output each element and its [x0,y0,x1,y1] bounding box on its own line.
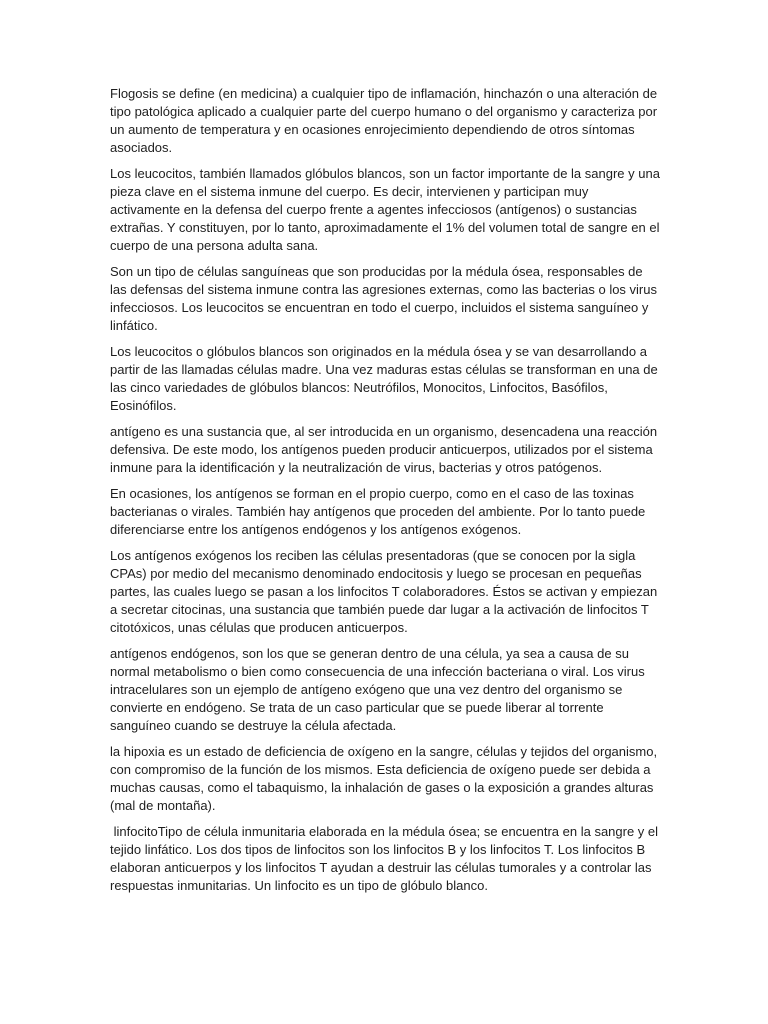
paragraph-antigenos-origen: En ocasiones, los antígenos se forman en el propio cuerpo, como en el caso de las toxinas bacterianas o virales. También hay antígenos que proceden del ambiente. Por lo tanto puede diferenciarse entre los antígenos endógenos y los antígenos exógenos. [110,486,646,537]
paragraph-leucocitos-definicion: Los leucocitos, también llamados glóbulos blancos, son un factor importante de la sangre y una pieza clave en el sistema inmune del cuerpo. Es decir, intervienen y participan muy activamente en la defensa del cuerpo frente a agentes infecciosos (antígenos) o sustancias extrañas. Y constituyen, por lo tanto, aproximadamente el 1% del volumen total de sangre en el cuerpo de una persona adulta sana. [110,166,660,253]
paragraph-antigenos-exogenos: Los antígenos exógenos los reciben las células presentadoras (que se conocen por la sigla CPAs) por medio del mecanismo denominado endocitosis y luego se procesan en pequeñas partes, las cuales luego se pasan a los linfocitos T colaboradores. Éstos se activan y empiezan a secretar citocinas, una sustancia que también puede dar lugar a la activación de linfocitos T citotóxicos, unas células que producen anticuerpos. [110,548,658,635]
paragraph-antigeno-definicion: antígeno es una sustancia que, al ser introducida en un organismo, desencadena una reacción defensiva. De este modo, los antígenos pueden producir anticuerpos, utilizados por el sistema inmune para la identificación y la neutralización de virus, bacterias y otros patógenos. [110,424,658,475]
paragraph-flogosis: Flogosis se define (en medicina) a cualquier tipo de inflamación, hinchazón o una alteración de tipo patológica aplicado a cualquier parte del cuerpo humano o del organismo y caracteriza por un aumento de temperatura y en ocasiones enrojecimiento dependiendo de otros síntomas asociados. [110,86,658,155]
paragraph-hipoxia: la hipoxia es un estado de deficiencia de oxígeno en la sangre, células y tejidos del organismo, con compromiso de la función de los mismos. Esta deficiencia de oxígeno puede ser debida a muchas causas, como el tabaquismo, la inhalación de gases o la exposición a grandes alturas (mal de montaña). [110,744,658,813]
paragraph-linfocito: linfocitoTipo de célula inmunitaria elaborada en la médula ósea; se encuentra en la sangre y el tejido linfático. Los dos tipos de linfocitos son los linfocitos B y los linfocitos T. Los linfocitos B elaboran anticuerpos y los linfocitos T ayudan a destruir las células tumorales y a controlar las respuestas inmunitarias. Un linfocito es un tipo de glóbulo blanco. [110,824,662,893]
paragraph-leucocitos-origen: Los leucocitos o glóbulos blancos son originados en la médula ósea y se van desarrollando a partir de las llamadas células madre. Una vez maduras estas células se transforman en una de las cinco variedades de glóbulos blancos: Neutrófilos, Monocitos, Linfocitos, Basófilos, Eosinófilos. [110,344,658,413]
document-body [110,85,660,903]
paragraph-antigenos-endogenos: antígenos endógenos, son los que se generan dentro de una célula, ya sea a causa de su normal metabolismo o bien como consecuencia de una infección bacteriana o viral. Los virus intracelulares son un ejemplo de antígeno exógeno que una vez dentro del organismo se convierte en endógeno. Se trata de un caso particular que se puede liberar al torrente sanguíneo cuando se destruye la célula afectada. [110,646,645,733]
paragraph-leucocitos-celulas: Son un tipo de células sanguíneas que son producidas por la médula ósea, responsables de las defensas del sistema inmune contra las agresiones externas, como las bacterias o los virus infecciosos. Los leucocitos se encuentran en todo el cuerpo, incluidos el sistema sanguíneo y linfático. [110,264,657,333]
